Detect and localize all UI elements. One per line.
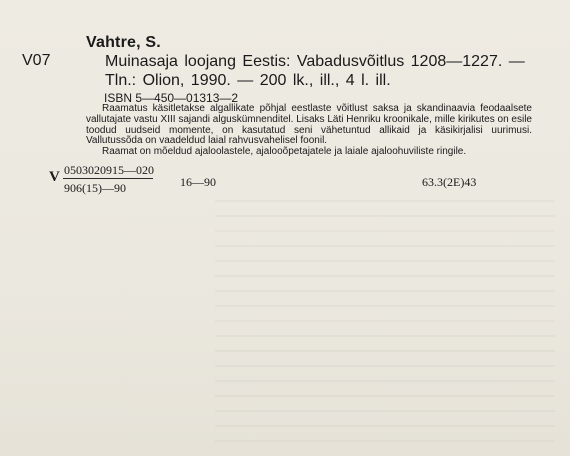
catalog-code-numerator: 0503020915—020: [64, 163, 154, 177]
catalog-code-denominator: 906(15)—90: [64, 181, 126, 195]
title-block: [105, 52, 545, 90]
shelf-mark: V07: [22, 52, 51, 69]
author-heading: Vahtre, S.: [86, 34, 161, 51]
abstract-paragraph-2: Raamat on mõeldud ajaloolastele, ajalooõpetajatele ja laiale ajaloohuviliste ringile.: [102, 146, 467, 158]
title-line-2: Tln.: Olion, 1990. — 200 lk., ill., 4 l. ill.: [105, 72, 391, 89]
title-line-1: Muinasaja loojang Eestis: Vabadusvõitlus 1208—1227. —: [105, 53, 525, 70]
bleed-through-texture: [215, 200, 555, 450]
v-mark: V: [49, 169, 60, 185]
date-code: 16—90: [180, 175, 216, 189]
abstract: [86, 104, 532, 158]
fraction-rule: [63, 178, 153, 179]
classification-code: 63.3(2E)43: [422, 175, 477, 189]
isbn: ISBN 5—450—01313—2: [104, 91, 239, 105]
abstract-paragraph-1: Raamatus käsitletakse algallikate põhjal eestlaste võitlust saksa ja skandinaavia feodaalsete vallutajate vastu XIII sajandi alguskümnenditel. Lisaks Läti Henriku kroonikale, mille kirikutes on esile toodud uudseid momente, on kasutatud seni vähetuntud allikaid ja käsikirjalisi uurimusi. Vallutussõda on vaadeldud laial rahvusvahelisel foonil.: [86, 103, 532, 147]
